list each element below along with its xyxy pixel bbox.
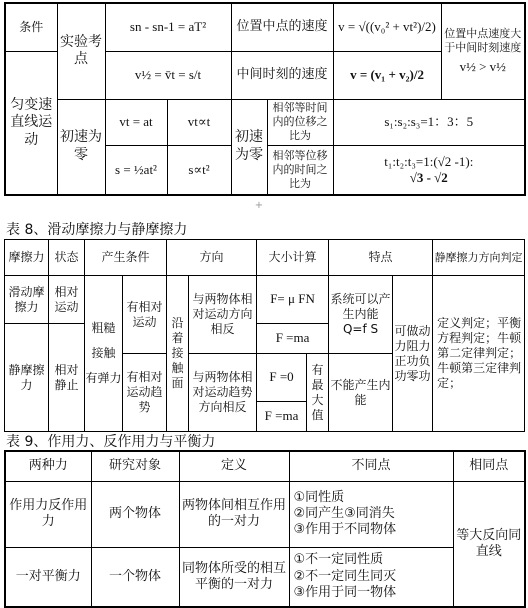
f-max: 有最大值 bbox=[307, 354, 329, 432]
row2-force: 一对平衡力 bbox=[5, 547, 91, 607]
row2-differences bbox=[289, 547, 453, 607]
adj-time-ratio: s₁:s₂:s₃=1：3：5 bbox=[333, 99, 525, 145]
has-rel-motion: 有相对运动 bbox=[123, 276, 167, 354]
same-points: 等大反向同直线 bbox=[453, 481, 525, 607]
header-condition: 产生条件 bbox=[85, 240, 167, 276]
init-zero-label2: 初速为零 bbox=[231, 99, 267, 195]
row1-diff2: ②同产生③同消失 bbox=[293, 505, 395, 521]
static-friction: 静摩擦力 bbox=[5, 324, 49, 432]
s-formula: s = ½at² bbox=[105, 145, 167, 195]
header-direction: 方向 bbox=[167, 240, 257, 276]
contact: 接触 bbox=[91, 346, 116, 360]
row1-differences bbox=[289, 481, 453, 547]
row2-object: 一个物体 bbox=[91, 547, 179, 607]
header-feature: 特点 bbox=[329, 240, 433, 276]
page-break-marker: + bbox=[254, 200, 264, 211]
row2-diff2: ②不一定同生同灭 bbox=[293, 568, 397, 584]
condition-label: 条件 bbox=[5, 3, 57, 51]
row2-diff3: ③作用于同一物体 bbox=[293, 584, 397, 600]
time-mid-label: 中间时刻的速度 bbox=[231, 51, 333, 99]
header-differences: 不同点 bbox=[289, 451, 453, 481]
sliding-friction: 滑动摩擦力 bbox=[5, 276, 49, 324]
feat-power: 可做动力阻力正功负功零功 bbox=[393, 276, 433, 432]
header-object: 研究对象 bbox=[91, 451, 179, 481]
header-judge: 静摩擦力方向判定 bbox=[433, 240, 525, 276]
condition-value: 匀变速直线运动 bbox=[5, 51, 57, 195]
rough: 粗糙 bbox=[91, 321, 116, 335]
header-similarities: 相同点 bbox=[453, 451, 525, 481]
vt-prop: vt∝t bbox=[167, 99, 231, 145]
elastic: 有弹力 bbox=[85, 371, 122, 385]
judge-text: 定义判定；平衡方程判定；牛顿第二定律判定；牛顿第三定律判定； bbox=[433, 276, 525, 432]
row1-force: 作用力反作用力 bbox=[5, 481, 91, 547]
table9-caption: 表 9、作用力、反作用力与平衡力 bbox=[6, 434, 216, 450]
row2-diff1: ①不一定同性质 bbox=[293, 552, 384, 568]
vt-formula: vt = at bbox=[105, 99, 167, 145]
time-mid-formula: v = (v₁ + v₂)/2 bbox=[333, 51, 441, 99]
exp-formula1: sn - sn-1 = aT² bbox=[105, 3, 231, 51]
dir-sliding: 与两物体相对运动方向相反 bbox=[189, 276, 257, 354]
exp-label: 实验考点 bbox=[57, 3, 105, 99]
row2-definition: 同物体所受的相互平衡的一对力 bbox=[179, 547, 289, 607]
compare-formula: v½ > v½ bbox=[459, 58, 506, 74]
rel-motion: 相对运动 bbox=[49, 276, 85, 324]
header-definition: 定义 bbox=[179, 451, 289, 481]
f-ma2: F =ma bbox=[257, 402, 307, 432]
action-reaction-table bbox=[4, 450, 526, 608]
adj-disp-ratio2: √3 - √2 bbox=[409, 169, 448, 185]
header-forces: 两种力 bbox=[5, 451, 91, 481]
header-friction: 摩擦力 bbox=[5, 240, 49, 276]
f-sliding: F= μ FN bbox=[257, 276, 329, 324]
compare-label: 位置中点速度大于中间时刻速度 bbox=[444, 27, 522, 55]
s-prop: s∝t² bbox=[167, 145, 231, 195]
row1-object: 两个物体 bbox=[91, 481, 179, 547]
kinematics-table bbox=[4, 2, 526, 196]
along-surface: 沿着接触面 bbox=[167, 276, 189, 432]
friction-table bbox=[4, 239, 525, 432]
table8-caption: 表 8、滑动摩擦力与静摩擦力 bbox=[6, 222, 188, 238]
f-zero: F =0 bbox=[257, 354, 307, 402]
adj-disp-ratio bbox=[333, 145, 525, 195]
feat-static: 不能产生内能 bbox=[329, 354, 393, 432]
adj-disp-label: 相邻等位移内的时间之比为 bbox=[267, 145, 333, 195]
dir-static: 与两物体相对运动趋势方向相反 bbox=[189, 354, 257, 432]
adj-time-label: 相邻等时间内的位移之比为 bbox=[267, 99, 333, 145]
init-zero-label1: 初速为零 bbox=[57, 99, 105, 195]
rel-static: 相对静止 bbox=[49, 324, 85, 432]
header-magnitude: 大小计算 bbox=[257, 240, 329, 276]
exp-formula2: v½ = v̄t = s/t bbox=[105, 51, 231, 99]
adj-disp-ratio1: t₁:t₂:t₃=1:(√2 -1): bbox=[384, 153, 474, 169]
pos-mid-label: 位置中点的速度 bbox=[231, 3, 333, 51]
f-ma1: F =ma bbox=[257, 324, 329, 354]
row1-diff1: ①同性质 bbox=[293, 489, 345, 505]
has-rel-trend: 有相对运动趋势 bbox=[123, 354, 167, 432]
cond-cell bbox=[85, 276, 123, 432]
compare-cell bbox=[441, 3, 525, 99]
feat-sliding: 系统可以产生内能 Q=f S bbox=[329, 276, 393, 354]
row1-definition: 两物体间相互作用的一对力 bbox=[179, 481, 289, 547]
header-state: 状态 bbox=[49, 240, 85, 276]
pos-mid-formula: v = √((v₀² + vt²)/2) bbox=[333, 3, 441, 51]
row1-diff3: ③作用于不同物体 bbox=[293, 522, 397, 538]
